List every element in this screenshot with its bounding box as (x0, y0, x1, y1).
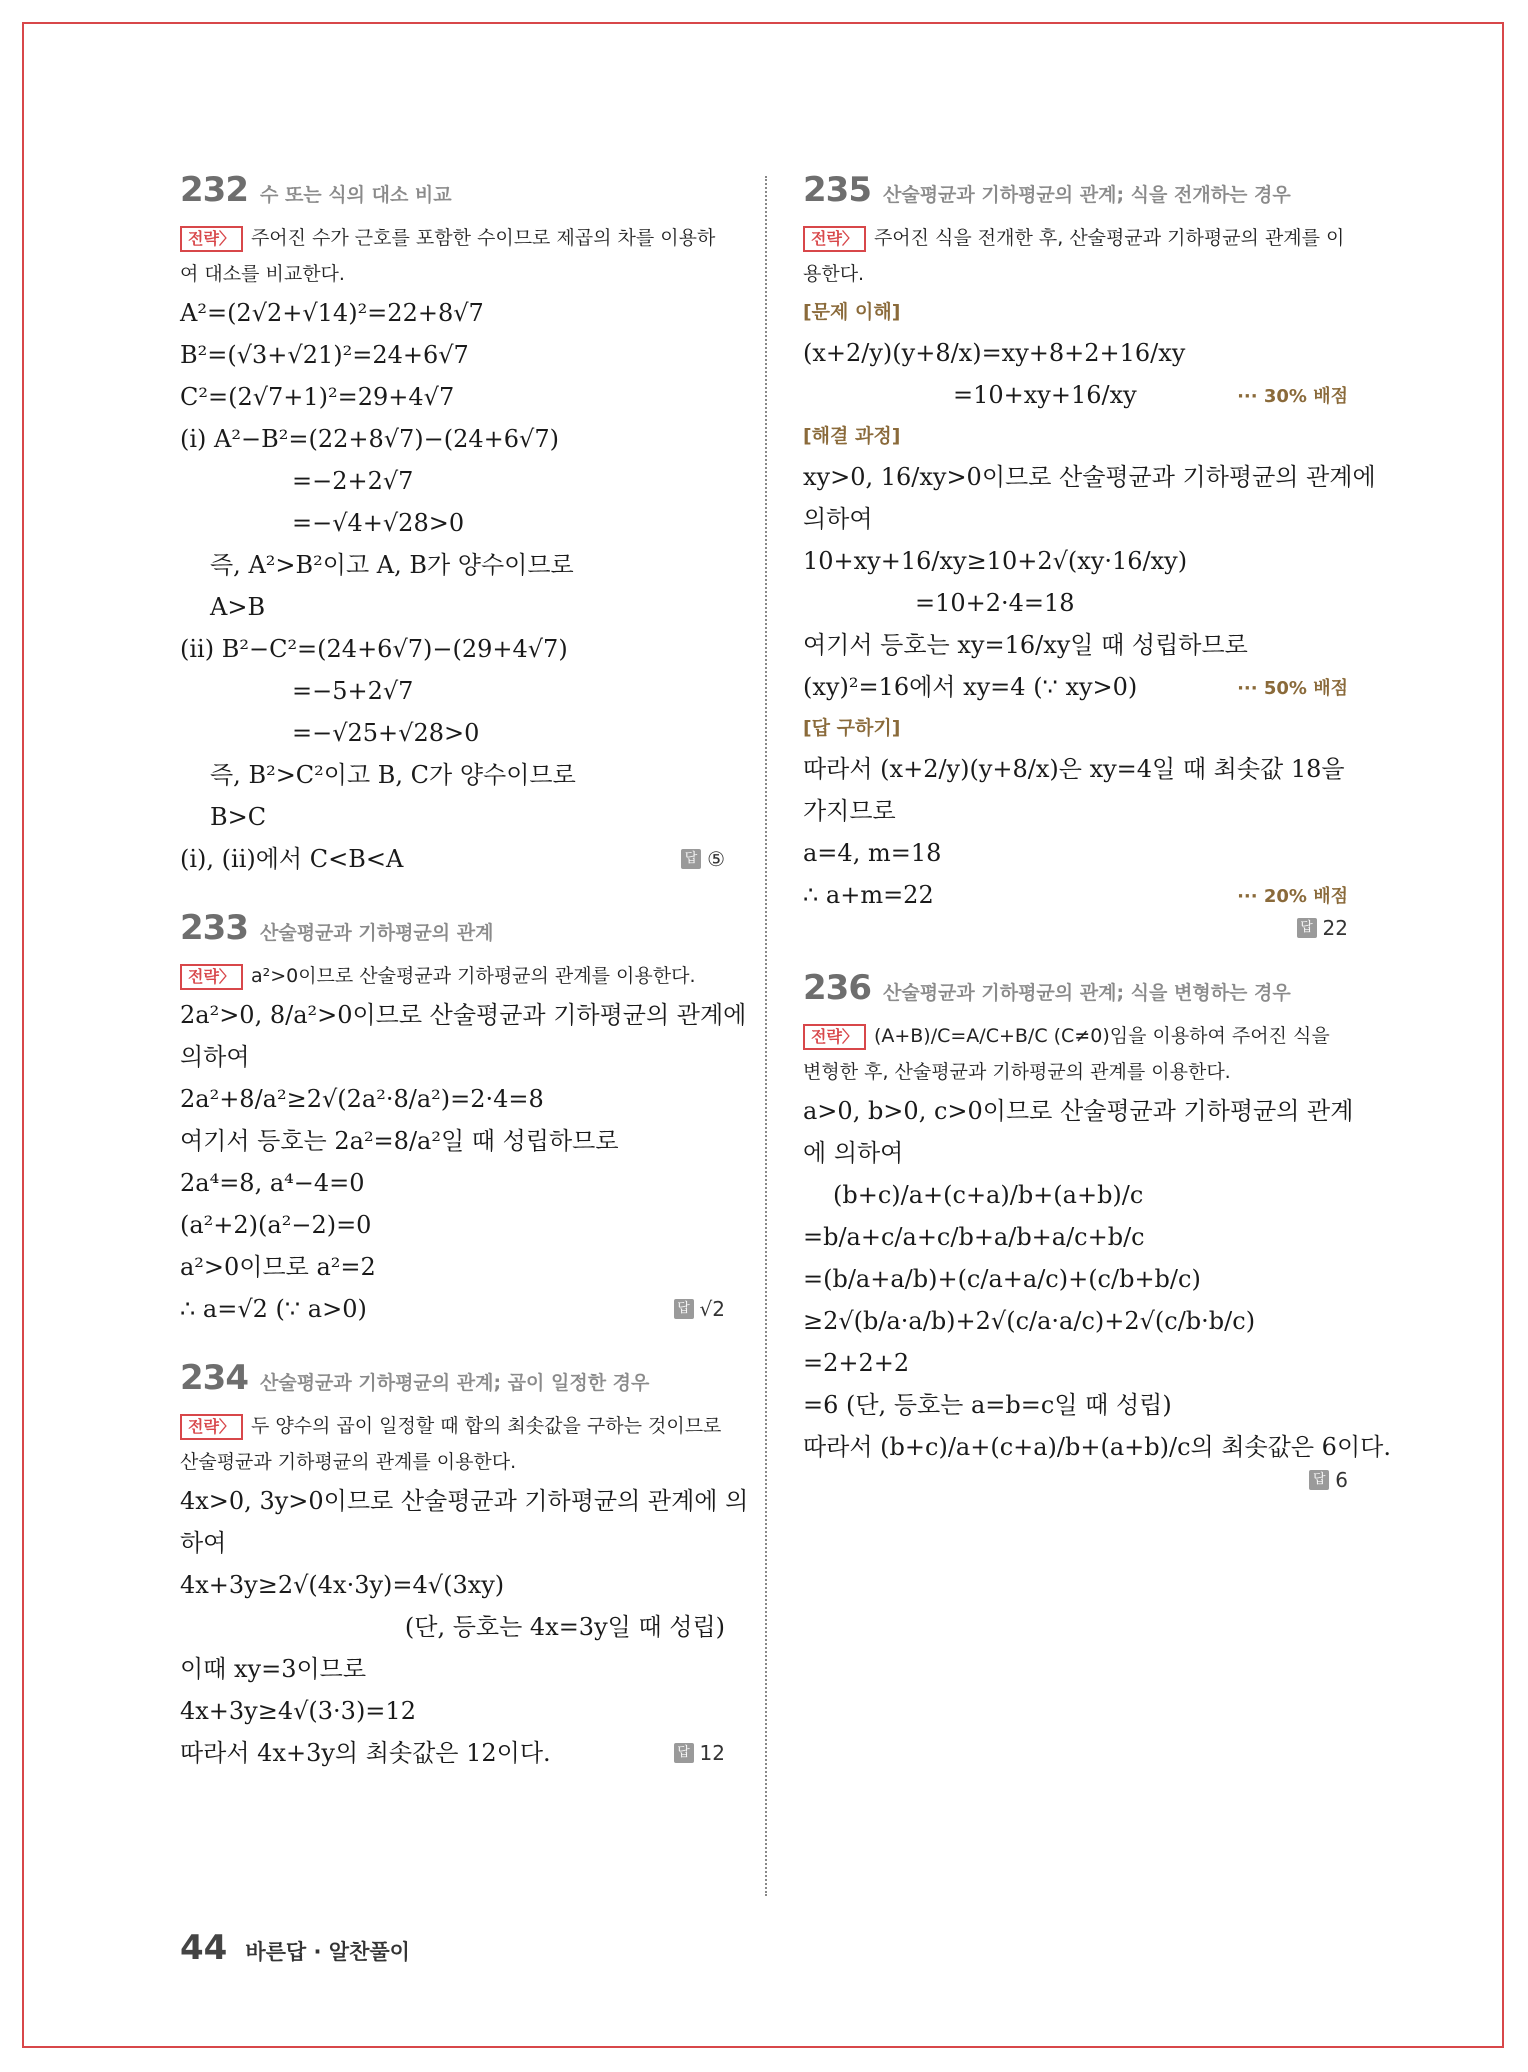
math-line: ≥2√(b/a·a/b)+2√(c/a·a/c)+2√(c/b·b/c) (803, 1307, 1256, 1335)
math-line: (x+2/y)(y+8/x)=xy+8+2+16/xy (803, 339, 1186, 367)
math-line: 4x+3y≥4√(3·3)=12 (180, 1697, 416, 1725)
math-line: =6 (단, 등호는 a=b=c일 때 성립) (803, 1391, 1172, 1419)
math-line: 따라서 4x+3y의 최솟값은 12이다. (180, 1739, 551, 1767)
math-line: A²=(2√2+√14)²=22+8√7 (180, 299, 484, 327)
answer: 답 √2 (674, 1297, 725, 1321)
left-column (180, 170, 749, 1784)
book-title: 바른답 · 알찬풀이 (245, 1940, 410, 1964)
strategy-tag: 전략 〉 (180, 226, 243, 252)
math-line: =10+2·4=18 (915, 589, 1075, 617)
math-line: (i), (ii)에서 C<B<A (180, 845, 404, 873)
math-line: =b/a+c/a+c/b+a/b+a/c+b/c (803, 1223, 1145, 1251)
answer: 답 12 (674, 1741, 725, 1765)
math-line: (i) A²−B²=(22+8√7)−(24+6√7) (180, 425, 559, 453)
answer-mark: 답 (1297, 918, 1317, 938)
stage-label: [해결 과정] (803, 425, 901, 447)
math-line: xy>0, 16/xy>0이므로 산술평균과 기하평균의 관계에 (803, 463, 1376, 491)
page-footer (180, 1928, 410, 1968)
answer-mark: 답 (681, 849, 701, 869)
math-line: 여기서 등호는 xy=16/xy일 때 성립하므로 (803, 631, 1248, 659)
math-line: 여기서 등호는 2a²=8/a²일 때 성립하므로 (180, 1127, 619, 1155)
math-line: 10+xy+16/xy≥10+2√(xy·16/xy) (803, 547, 1188, 575)
strategy-text: 전략 〉 (A+B)/C=A/C+B/C (C≠0)임을 이용하여 주어진 식을 변형한 후, 산술평균과 기하평균의 관계를 이용한다. (803, 1018, 1348, 1090)
strategy-tag: 전략 〉 (180, 964, 243, 990)
problem-235 (803, 170, 1376, 940)
page-number: 44 (180, 1928, 228, 1968)
math-line: =−5+2√7 (292, 677, 414, 705)
math-line: 의하여 (180, 1043, 250, 1071)
math-line: 하여 (180, 1529, 227, 1557)
strategy-text: 전략 〉 주어진 수가 근호를 포함한 수이므로 제곱의 차를 이용하여 대소를 비교한다. (180, 220, 725, 292)
math-line: 따라서 (x+2/y)(y+8/x)은 xy=4일 때 최솟값 18을 (803, 755, 1345, 783)
math-line: =(b/a+a/b)+(c/a+a/c)+(c/b+b/c) (803, 1265, 1201, 1293)
problem-233 (180, 908, 747, 1330)
answer: 답 6 (1309, 1468, 1348, 1492)
score-label: ··· 20% 배점 (1237, 886, 1348, 907)
problem-236 (803, 968, 1391, 1492)
math-line: a²>0이므로 a²=2 (180, 1253, 376, 1281)
strategy-tag: 전략 〉 (803, 226, 866, 252)
answer-mark: 답 (674, 1743, 694, 1763)
math-line: 즉, A²>B²이고 A, B가 양수이므로 (210, 551, 574, 579)
problem-topic: 산술평균과 기하평균의 관계; 곱이 일정한 경우 (259, 1372, 650, 1394)
score-label: ··· 30% 배점 (1237, 386, 1348, 407)
math-line: (a²+2)(a²−2)=0 (180, 1211, 372, 1239)
strategy-text: 전략 〉 주어진 식을 전개한 후, 산술평균과 기하평균의 관계를 이용한다. (803, 220, 1348, 292)
problem-number: 233 (180, 908, 248, 948)
problem-number: 236 (803, 968, 871, 1008)
math-line: 에 의하여 (803, 1139, 904, 1167)
strategy-tag: 전략 〉 (803, 1024, 866, 1050)
math-line: a>0, b>0, c>0이므로 산술평균과 기하평균의 관계 (803, 1097, 1354, 1125)
math-line: 2a²>0, 8/a²>0이므로 산술평균과 기하평균의 관계에 (180, 1001, 747, 1029)
answer-mark: 답 (1309, 1470, 1329, 1490)
math-line: 이때 xy=3이므로 (180, 1655, 367, 1683)
math-line: a=4, m=18 (803, 839, 942, 867)
problem-topic: 수 또는 식의 대소 비교 (259, 184, 452, 206)
stage-label: [문제 이해] (803, 301, 901, 323)
math-line: (xy)²=16에서 xy=4 (∵ xy>0) (803, 673, 1138, 701)
math-line: ∴ a=√2 (∵ a>0) (180, 1295, 367, 1323)
math-line: =10+xy+16/xy (953, 381, 1137, 409)
score-label: ··· 50% 배점 (1237, 678, 1348, 699)
math-line: 의하여 (803, 505, 873, 533)
problem-topic: 산술평균과 기하평균의 관계; 식을 변형하는 경우 (882, 982, 1291, 1004)
math-line: 따라서 (b+c)/a+(c+a)/b+(a+b)/c의 최솟값은 6이다. (803, 1433, 1391, 1461)
math-line: 4x+3y≥2√(4x·3y)=4√(3xy) (180, 1571, 505, 1599)
answer-mark: 답 (674, 1299, 694, 1319)
problem-number: 234 (180, 1358, 248, 1398)
math-line: =−2+2√7 (292, 467, 414, 495)
right-column (803, 170, 1391, 1502)
math-line: ∴ a+m=22 (803, 881, 934, 909)
problem-number: 232 (180, 170, 248, 210)
math-line: 4x>0, 3y>0이므로 산술평균과 기하평균의 관계에 의 (180, 1487, 749, 1515)
problem-234 (180, 1358, 749, 1774)
math-line: B²=(√3+√21)²=24+6√7 (180, 341, 469, 369)
math-line: 가지므로 (803, 797, 896, 825)
problem-232 (180, 170, 725, 880)
strategy-text: 전략 〉 두 양수의 곱이 일정할 때 합의 최솟값을 구하는 것이므로 산술평균과 기하평균의 관계를 이용한다. (180, 1408, 725, 1480)
stage-label: [답 구하기] (803, 717, 901, 739)
math-line: 2a²+8/a²≥2√(2a²·8/a²)=2·4=8 (180, 1085, 544, 1113)
math-line: =−√4+√28>0 (292, 509, 465, 537)
problem-topic: 산술평균과 기하평균의 관계 (259, 922, 494, 944)
strategy-tag: 전략 〉 (180, 1414, 243, 1440)
math-line: B>C (210, 803, 267, 831)
column-divider (765, 176, 767, 1896)
math-line: A>B (210, 593, 266, 621)
math-line: (ii) B²−C²=(24+6√7)−(29+4√7) (180, 635, 568, 663)
math-line: =−√25+√28>0 (292, 719, 480, 747)
math-line: 2a⁴=8, a⁴−4=0 (180, 1169, 365, 1197)
answer: 답 ⑤ (681, 847, 725, 871)
problem-number: 235 (803, 170, 871, 210)
strategy-text: 전략 〉 a²>0이므로 산술평균과 기하평균의 관계를 이용한다. (180, 958, 725, 994)
problem-topic: 산술평균과 기하평균의 관계; 식을 전개하는 경우 (882, 184, 1291, 206)
math-line: (단, 등호는 4x=3y일 때 성립) (404, 1613, 725, 1641)
math-line: (b+c)/a+(c+a)/b+(a+b)/c (833, 1181, 1144, 1209)
answer: 답 22 (1297, 916, 1348, 940)
math-line: 즉, B²>C²이고 B, C가 양수이므로 (210, 761, 576, 789)
math-line: =2+2+2 (803, 1349, 910, 1377)
math-line: C²=(2√7+1)²=29+4√7 (180, 383, 455, 411)
